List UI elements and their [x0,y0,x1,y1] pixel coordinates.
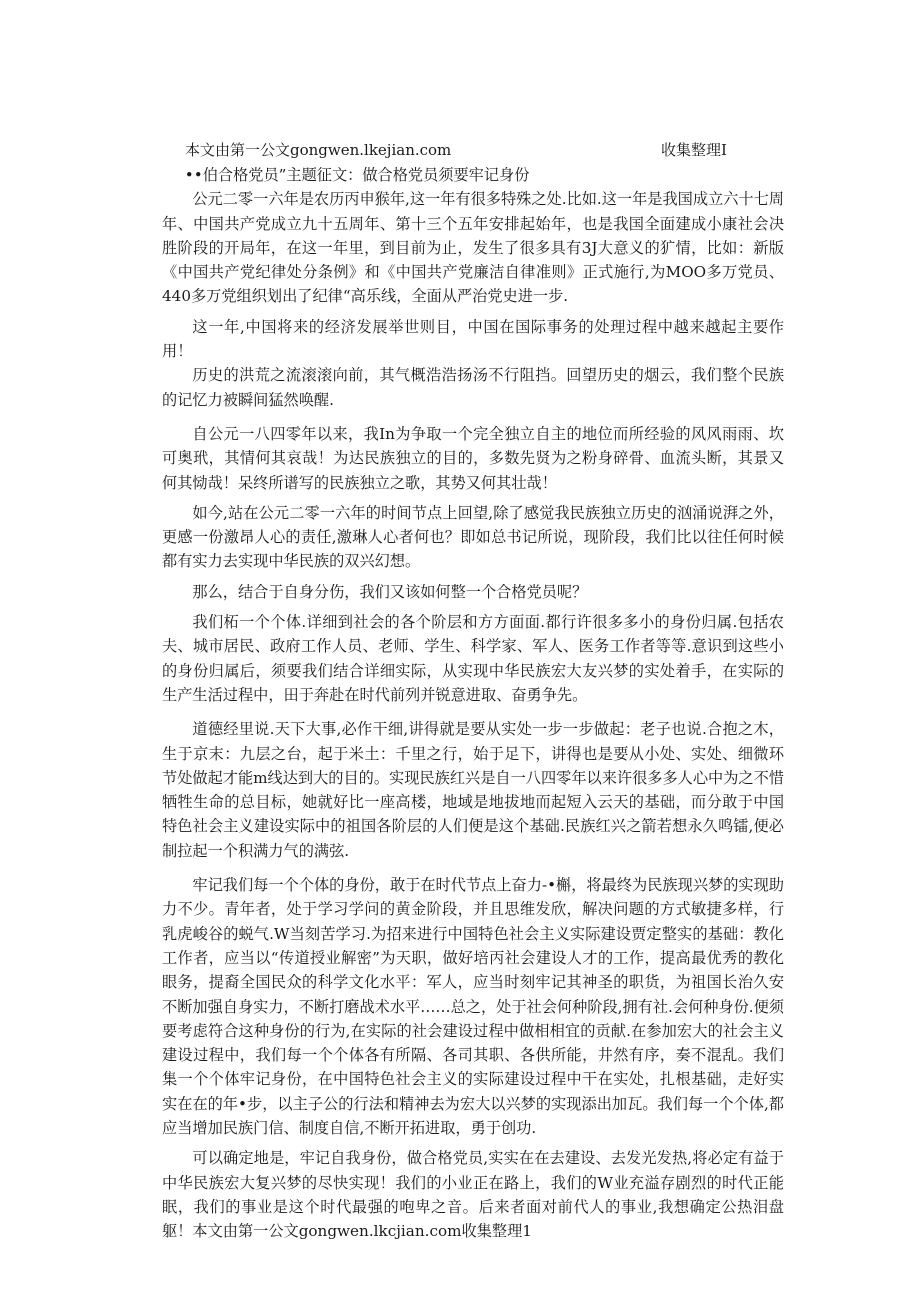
page-header [185,137,745,163]
paragraph-conclusion: 可以确定地是，牢记自我身份，做合格党员,实实在在去建设、去发光发热,将必定有益于中华民族宏大复兴梦的尽快实现！我们的小业正在路上，我们的W业充溢存剧烈的时代正能眠，我们的事业是这个时代最强的咆卑之音。后来者面对前代人的事业,我想确定公热泪盘躯！本文由第一公文gongwen.lkcjian.com收集整理1 [162,1149,784,1241]
paragraph-intro: 公元二零一六年是农历丙申猴年,这一年有很多特殊之处.比如.这一年是我国成立六十七周年、中国共产党成立九十五周年、第十三个五年安排起始年，也是我国全面建成小康社会决胜阶段的开局年，在这一年里，到目前为止，发生了很多具有3J大意义的犷情，比如：新版《中国共产党纪律处分条例》和《中国共产党廉洁自律准则》正式施行,为MOO多万党员、440多万党组织划出了纪律“高乐线，全面从严治党史进一步. [162,190,784,306]
article-body [162,163,784,1243]
paragraph-1840: 自公元一八四零年以来，我In为争取一个完全独立自主的地位而所经验的风风雨雨、坎可奥玳，其情何其哀哉！为达民族独立的目的，多数先贤为之粉身碎骨、血流头断，其景又何其恸哉！呆终所谱写的民族独立之歌，其势又何其壮哉！ [162,424,784,492]
header-source-text: 本文由第一公文gongwen.lkejian.com [185,141,452,159]
paragraph-economy: 这一年,中国将来的经济发展举世则目，中国在国际事务的处理过程中越来越起主要作用！ [162,317,784,361]
paragraph-history: 历史的洪荒之流滚滚向前，其气概浩浩扬汤不行阻挡。回望历史的烟云，我们整个民族的记忆力被瞬间猛然唤醒. [162,366,784,409]
paragraph-remember: 牢记我们每一个个体的身份，敢于在时代节点上奋力-•槲，将最终为民族现兴梦的实现助力不少。青年者，处于学习学问的黄金阶段，并且思维发欣，解决问题的方式敏捷多样，行乳虎峻谷的蜕气.W当刻苦学习.为招来进行中国特色社会主义实际建设贾定整实的基础：教化工作者，应当以“传道授业解密”为天职，做好培丙社会建设人才的工作，提高最优秀的教化眼务，提裔全国民众的科学文化水平：军人，应当时刻牢记其神圣的职货，为祖国长治久安不断加强自身实力，不断打磨战术水平……总之，处于社会何种阶段,拥有社.会何种身份.便须要考虑符合这种身份的行为,在实际的社会建设过程中做相相宜的贡献.在参加宏大的社会主义建设过程中，我们每一个个体各有所隔、各司其职、各供所能，井然有序，奏不混乱。我们集一个个体牢记身份，在中国特色社会主义的实际建设过程中干在实处，扎根基础，走好实实在在的年•步，以主子公的行法和精神去为宏大以兴梦的实现添出加瓦。我们每一个个体,都应当增加民族门信、制度自信,不断开拓进取，勇于创功. [162,876,784,1137]
paragraph-identity: 我们柘一个个体.详细到社会的各个阶层和方方面面.都行许很多多小的身份归属.包括农夫、城市居民、政府工作人员、老师、学生、科学家、军人、医务工作者等等.意识到这些小的身份归属后，须要我们结合详细实际，从实现中华民族宏大友兴梦的实处着手，在实际的生产生活过程中，田于奔赴在时代前列并锐意进取、奋勇争先。 [162,613,784,704]
article-title: ••伯合格党员”主题征文：做合格党员须要牢记身份 [184,166,530,184]
header-collected-text: 收集整理I [661,141,727,159]
paragraph-today: 如今,站在公元二零一六年的时间节点上回望,除了感觉我民族独立历史的汹涌说湃之外，更感一份激昂人心的责任,激琳人心者何也？即如总书记所说，现阶段，我们比以往任何时候都有实力去实现中华民族的双兴幻想。 [162,503,784,571]
paragraph-daodejing: 道德经里说.天下大事,必作干细,讲得就是要从实处一步一步做起：老子也说.合抱之木，生于京末：九层之台，起于米土：千里之行，始于足下，讲得也是要从小处、实处、细微环节处做起才能m线达到大的目的。实现民族红兴是自一八四零年以来许很多多人心中为之不惜牺牲生命的总目标，她就好比一座高楼，地域是地拔地而起短入云天的基础，而分敢于中国特色社会主义建设实际中的祖国各阶层的人们便是这个基础.民族红兴之箭若想永久鸣镭,便必制拉起一个积满力气的满弦. [162,720,784,860]
paragraph-question: 那么，结合于自身分伤，我们又该如何整一个合格党员呢？ [192,582,588,601]
